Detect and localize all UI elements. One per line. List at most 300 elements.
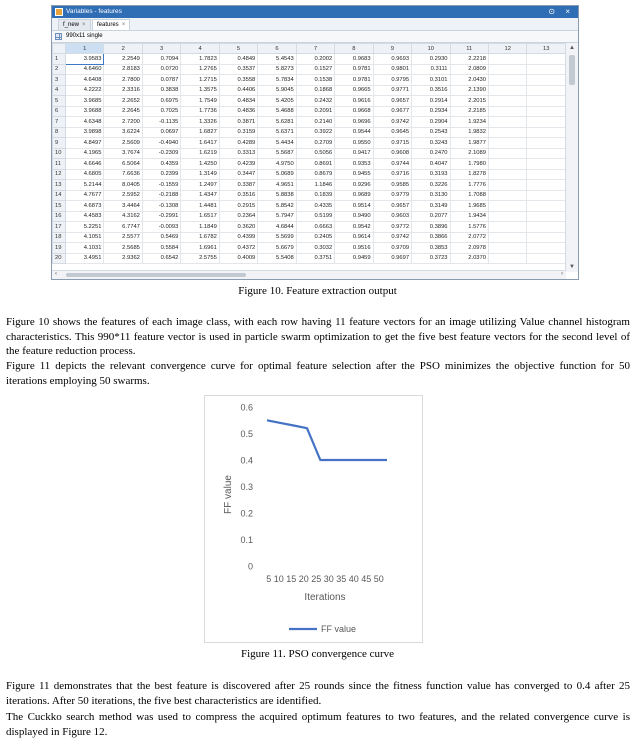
row-header[interactable]: 13 — [53, 180, 66, 191]
table-cell[interactable] — [527, 190, 566, 201]
table-cell[interactable]: 2.0430 — [450, 75, 488, 86]
table-cell[interactable]: 2.8183 — [104, 64, 142, 75]
table-cell[interactable] — [488, 211, 526, 222]
row-header[interactable]: 5 — [53, 96, 66, 107]
table-cell[interactable]: 2.7200 — [104, 117, 142, 128]
table-cell[interactable]: 5.2144 — [66, 180, 104, 191]
table-cell[interactable]: 1.7736 — [181, 106, 219, 117]
table-cell[interactable]: 1.4347 — [181, 190, 219, 201]
table-cell[interactable]: 4.8497 — [66, 138, 104, 149]
table-cell[interactable]: 0.4849 — [219, 54, 257, 65]
table-cell[interactable]: 0.9665 — [335, 85, 373, 96]
table-cell[interactable]: 0.2405 — [296, 232, 334, 243]
table-cell[interactable]: 2.2549 — [104, 54, 142, 65]
table-cell[interactable]: 4.1051 — [66, 232, 104, 243]
table-cell[interactable] — [527, 253, 566, 264]
table-cell[interactable]: 0.4836 — [219, 106, 257, 117]
table-cell[interactable]: 0.9516 — [335, 243, 373, 254]
table-cell[interactable]: 0.3193 — [412, 169, 450, 180]
table-cell[interactable]: 5.7834 — [258, 75, 296, 86]
table-cell[interactable]: 0.9657 — [373, 201, 411, 212]
row-header[interactable]: 16 — [53, 211, 66, 222]
table-cell[interactable]: 4.3162 — [104, 211, 142, 222]
table-cell[interactable]: 0.4406 — [219, 85, 257, 96]
table-cell[interactable]: 0.9795 — [373, 75, 411, 86]
table-cell[interactable]: 1.4481 — [181, 201, 219, 212]
table-row[interactable] — [53, 64, 566, 75]
table-cell[interactable]: 0.6542 — [142, 253, 180, 264]
table-cell[interactable]: 4.6844 — [258, 222, 296, 233]
table-cell[interactable]: 0.3130 — [412, 190, 450, 201]
table-cell[interactable]: 2.1390 — [450, 85, 488, 96]
table-cell[interactable]: 0.9742 — [373, 232, 411, 243]
table-cell[interactable]: 5.5699 — [258, 232, 296, 243]
table-cell[interactable] — [488, 253, 526, 264]
table-cell[interactable]: 0.9697 — [373, 253, 411, 264]
row-header[interactable]: 20 — [53, 253, 66, 264]
table-cell[interactable]: 0.2914 — [412, 96, 450, 107]
column-header[interactable]: 7 — [296, 44, 334, 54]
table-cell[interactable]: 0.9693 — [373, 54, 411, 65]
table-cell[interactable]: 2.2645 — [104, 106, 142, 117]
table-cell[interactable]: 5.6281 — [258, 117, 296, 128]
table-cell[interactable]: 0.3101 — [412, 75, 450, 86]
table-cell[interactable]: 4.4583 — [66, 211, 104, 222]
table-cell[interactable]: 1.4250 — [181, 159, 219, 170]
table-cell[interactable]: 5.2251 — [66, 222, 104, 233]
table-cell[interactable]: 5.9045 — [258, 85, 296, 96]
table-cell[interactable]: 0.3111 — [412, 64, 450, 75]
table-cell[interactable]: 5.4434 — [258, 138, 296, 149]
table-cell[interactable]: 1.2715 — [181, 75, 219, 86]
table-cell[interactable]: 0.0787 — [142, 75, 180, 86]
row-header[interactable]: 17 — [53, 222, 66, 233]
table-cell[interactable] — [527, 127, 566, 138]
table-cell[interactable]: 0.9614 — [335, 232, 373, 243]
table-cell[interactable] — [527, 232, 566, 243]
table-cell[interactable]: 0.4359 — [142, 159, 180, 170]
table-cell[interactable] — [527, 243, 566, 254]
table-cell[interactable]: 2.0809 — [450, 64, 488, 75]
table-cell[interactable]: 0.4047 — [412, 159, 450, 170]
table-cell[interactable]: 1.7549 — [181, 96, 219, 107]
column-header[interactable]: 8 — [335, 44, 373, 54]
table-cell[interactable]: 0.2091 — [296, 106, 334, 117]
table-cell[interactable]: 1.2497 — [181, 180, 219, 191]
table-cell[interactable]: 0.9514 — [335, 201, 373, 212]
table-cell[interactable]: 1.9832 — [450, 127, 488, 138]
table-cell[interactable]: 0.3516 — [219, 190, 257, 201]
table-cell[interactable]: 0.9771 — [373, 85, 411, 96]
table-cell[interactable]: 0.3313 — [219, 148, 257, 159]
table-cell[interactable]: -0.1135 — [142, 117, 180, 128]
table-cell[interactable]: 2.5685 — [104, 243, 142, 254]
table-cell[interactable]: 0.9490 — [335, 211, 373, 222]
table-cell[interactable]: 4.7677 — [66, 190, 104, 201]
table-cell[interactable]: 0.5056 — [296, 148, 334, 159]
table-cell[interactable]: 0.8679 — [296, 169, 334, 180]
row-header[interactable]: 6 — [53, 106, 66, 117]
table-row[interactable] — [53, 211, 566, 222]
table-cell[interactable] — [527, 64, 566, 75]
table-cell[interactable]: 2.2185 — [450, 106, 488, 117]
table-cell[interactable]: 0.2364 — [219, 211, 257, 222]
table-cell[interactable] — [488, 54, 526, 65]
table-cell[interactable] — [488, 85, 526, 96]
row-header[interactable]: 14 — [53, 190, 66, 201]
table-cell[interactable]: 3.4464 — [104, 201, 142, 212]
table-cell[interactable]: 0.3922 — [296, 127, 334, 138]
column-header[interactable]: 6 — [258, 44, 296, 54]
table-cell[interactable]: 2.2652 — [104, 96, 142, 107]
table-cell[interactable]: 0.2709 — [296, 138, 334, 149]
row-header[interactable]: 4 — [53, 85, 66, 96]
table-cell[interactable]: 0.2399 — [142, 169, 180, 180]
table-cell[interactable]: 0.4399 — [219, 232, 257, 243]
table-cell[interactable]: 5.6371 — [258, 127, 296, 138]
table-cell[interactable] — [527, 106, 566, 117]
table-row[interactable] — [53, 127, 566, 138]
table-cell[interactable]: 0.3387 — [219, 180, 257, 191]
table-cell[interactable]: -0.2991 — [142, 211, 180, 222]
table-cell[interactable]: 4.1965 — [66, 148, 104, 159]
table-cell[interactable] — [527, 169, 566, 180]
table-cell[interactable]: 0.9715 — [373, 138, 411, 149]
scroll-right-icon[interactable]: › — [561, 271, 563, 277]
table-cell[interactable]: 0.9683 — [335, 54, 373, 65]
tab-features[interactable] — [92, 19, 130, 30]
scroll-thumb[interactable] — [66, 273, 246, 277]
table-cell[interactable]: 0.2002 — [296, 54, 334, 65]
row-header[interactable]: 8 — [53, 127, 66, 138]
table-cell[interactable]: 0.3447 — [219, 169, 257, 180]
row-header[interactable]: 18 — [53, 232, 66, 243]
table-cell[interactable]: 0.2543 — [412, 127, 450, 138]
vertical-scrollbar[interactable] — [565, 43, 578, 272]
table-cell[interactable]: 1.6961 — [181, 243, 219, 254]
scroll-left-icon[interactable]: ‹ — [55, 271, 57, 277]
table-row[interactable] — [53, 75, 566, 86]
table-cell[interactable] — [488, 75, 526, 86]
table-cell[interactable] — [488, 117, 526, 128]
table-cell[interactable]: 0.1527 — [296, 64, 334, 75]
table-cell[interactable]: 0.9772 — [373, 222, 411, 233]
table-cell[interactable]: -0.1559 — [142, 180, 180, 191]
table-row[interactable] — [53, 117, 566, 128]
table-cell[interactable]: 4.6873 — [66, 201, 104, 212]
table-row[interactable] — [53, 96, 566, 107]
table-cell[interactable]: 0.9696 — [335, 117, 373, 128]
table-cell[interactable]: 5.5408 — [258, 253, 296, 264]
row-header[interactable]: 12 — [53, 169, 66, 180]
table-cell[interactable]: 0.1868 — [296, 85, 334, 96]
table-cell[interactable]: 0.3853 — [412, 243, 450, 254]
table-cell[interactable]: 0.2930 — [412, 54, 450, 65]
horizontal-scrollbar[interactable] — [52, 270, 566, 279]
table-cell[interactable] — [527, 222, 566, 233]
table-cell[interactable] — [488, 127, 526, 138]
table-cell[interactable]: 0.2470 — [412, 148, 450, 159]
table-cell[interactable] — [488, 148, 526, 159]
table-cell[interactable]: 0.4289 — [219, 138, 257, 149]
table-cell[interactable]: -0.1308 — [142, 201, 180, 212]
table-cell[interactable]: 0.4009 — [219, 253, 257, 264]
table-cell[interactable]: 5.4205 — [258, 96, 296, 107]
table-cell[interactable]: 5.7947 — [258, 211, 296, 222]
row-header[interactable]: 10 — [53, 148, 66, 159]
table-row[interactable] — [53, 159, 566, 170]
table-cell[interactable]: 0.9781 — [335, 75, 373, 86]
row-header[interactable]: 11 — [53, 159, 66, 170]
window-controls[interactable]: ⊙ × — [548, 7, 574, 16]
close-icon[interactable]: × — [121, 22, 126, 28]
table-row[interactable] — [53, 190, 566, 201]
table-cell[interactable]: -0.0093 — [142, 222, 180, 233]
table-cell[interactable]: 1.9434 — [450, 211, 488, 222]
table-cell[interactable]: 5.6679 — [258, 243, 296, 254]
table-cell[interactable] — [527, 75, 566, 86]
table-cell[interactable]: -0.2188 — [142, 190, 180, 201]
table-cell[interactable] — [488, 232, 526, 243]
table-cell[interactable] — [488, 169, 526, 180]
column-header[interactable]: 10 — [412, 44, 450, 54]
table-cell[interactable]: 5.8542 — [258, 201, 296, 212]
close-icon[interactable]: × — [82, 22, 86, 28]
table-cell[interactable]: -0.4940 — [142, 138, 180, 149]
table-cell[interactable]: 4.6646 — [66, 159, 104, 170]
table-cell[interactable]: 2.5755 — [181, 253, 219, 264]
table-cell[interactable] — [527, 138, 566, 149]
table-cell[interactable]: 1.6417 — [181, 138, 219, 149]
table-cell[interactable]: 0.9455 — [335, 169, 373, 180]
table-cell[interactable]: 0.9542 — [335, 222, 373, 233]
table-cell[interactable]: 4.9651 — [258, 180, 296, 191]
column-header[interactable]: 1 — [66, 44, 104, 54]
column-header[interactable]: 3 — [142, 44, 180, 54]
table-cell[interactable]: 4.6460 — [66, 64, 104, 75]
table-cell[interactable]: 0.9459 — [335, 253, 373, 264]
table-cell[interactable]: 0.1538 — [296, 75, 334, 86]
table-cell[interactable] — [488, 180, 526, 191]
table-cell[interactable]: 8.0405 — [104, 180, 142, 191]
table-cell[interactable]: 0.2432 — [296, 96, 334, 107]
table-cell[interactable]: 0.3896 — [412, 222, 450, 233]
table-cell[interactable]: 0.9353 — [335, 159, 373, 170]
row-header[interactable]: 3 — [53, 75, 66, 86]
column-header[interactable]: 2 — [104, 44, 142, 54]
table-cell[interactable]: 5.4543 — [258, 54, 296, 65]
table-cell[interactable]: 0.3838 — [142, 85, 180, 96]
table-cell[interactable]: 6.7747 — [104, 222, 142, 233]
table-cell[interactable]: 1.7776 — [450, 180, 488, 191]
table-cell[interactable]: 2.3316 — [104, 85, 142, 96]
table-cell[interactable]: 3.7674 — [104, 148, 142, 159]
table-cell[interactable]: 1.3326 — [181, 117, 219, 128]
table-cell[interactable]: 0.6663 — [296, 222, 334, 233]
table-row[interactable] — [53, 232, 566, 243]
table-cell[interactable]: 0.3226 — [412, 180, 450, 191]
table-cell[interactable]: 2.0978 — [450, 243, 488, 254]
column-header[interactable]: 11 — [450, 44, 488, 54]
table-row[interactable] — [53, 148, 566, 159]
table-cell[interactable]: 1.6827 — [181, 127, 219, 138]
table-cell[interactable]: 1.7088 — [450, 190, 488, 201]
table-cell[interactable]: 0.3558 — [219, 75, 257, 86]
table-cell[interactable]: 0.3537 — [219, 64, 257, 75]
scroll-down-icon[interactable]: ▼ — [569, 264, 575, 270]
table-cell[interactable] — [488, 222, 526, 233]
table-cell[interactable]: 0.5199 — [296, 211, 334, 222]
table-cell[interactable]: 5.4688 — [258, 106, 296, 117]
table-cell[interactable]: 2.5952 — [104, 190, 142, 201]
table-cell[interactable]: 0.2077 — [412, 211, 450, 222]
table-cell[interactable] — [488, 138, 526, 149]
table-cell[interactable]: 7.6636 — [104, 169, 142, 180]
table-cell[interactable]: 0.9296 — [335, 180, 373, 191]
table-cell[interactable]: 0.9544 — [335, 127, 373, 138]
column-header[interactable]: 9 — [373, 44, 411, 54]
table-cell[interactable]: 3.9688 — [66, 106, 104, 117]
table-row[interactable] — [53, 222, 566, 233]
table-cell[interactable]: 0.9550 — [335, 138, 373, 149]
row-header[interactable]: 19 — [53, 243, 66, 254]
table-cell[interactable]: 0.3149 — [412, 201, 450, 212]
table-cell[interactable]: 0.9801 — [373, 64, 411, 75]
table-cell[interactable] — [527, 96, 566, 107]
table-cell[interactable]: 0.4335 — [296, 201, 334, 212]
table-row[interactable] — [53, 180, 566, 191]
table-cell[interactable]: -0.2309 — [142, 148, 180, 159]
table-cell[interactable]: 0.9608 — [373, 148, 411, 159]
table-cell[interactable]: 0.5469 — [142, 232, 180, 243]
table-cell[interactable]: 1.9234 — [450, 117, 488, 128]
table-cell[interactable]: 0.3243 — [412, 138, 450, 149]
table-cell[interactable]: 0.3871 — [219, 117, 257, 128]
table-cell[interactable] — [488, 190, 526, 201]
row-header[interactable]: 9 — [53, 138, 66, 149]
table-cell[interactable]: 0.9585 — [373, 180, 411, 191]
data-grid[interactable] — [52, 43, 566, 272]
table-cell[interactable]: 4.6348 — [66, 117, 104, 128]
table-cell[interactable]: 0.2140 — [296, 117, 334, 128]
table-cell[interactable] — [527, 180, 566, 191]
table-cell[interactable]: 5.8273 — [258, 64, 296, 75]
table-cell[interactable]: 0.7094 — [142, 54, 180, 65]
table-cell[interactable] — [527, 201, 566, 212]
table-cell[interactable] — [527, 211, 566, 222]
scroll-thumb[interactable] — [569, 55, 575, 85]
table-cell[interactable]: 0.3032 — [296, 243, 334, 254]
table-cell[interactable] — [488, 106, 526, 117]
table-cell[interactable]: 3.4951 — [66, 253, 104, 264]
table-row[interactable] — [53, 243, 566, 254]
table-cell[interactable]: 0.1839 — [296, 190, 334, 201]
table-cell[interactable]: 0.9616 — [335, 96, 373, 107]
row-header[interactable]: 7 — [53, 117, 66, 128]
table-cell[interactable]: 0.2915 — [219, 201, 257, 212]
table-cell[interactable]: 0.3723 — [412, 253, 450, 264]
table-cell[interactable] — [527, 117, 566, 128]
table-cell[interactable] — [488, 96, 526, 107]
table-cell[interactable]: 0.3620 — [219, 222, 257, 233]
table-cell[interactable]: 0.2934 — [412, 106, 450, 117]
table-cell[interactable] — [488, 159, 526, 170]
table-cell[interactable] — [488, 243, 526, 254]
table-row[interactable] — [53, 201, 566, 212]
table-cell[interactable]: 0.3866 — [412, 232, 450, 243]
table-cell[interactable]: 0.4372 — [219, 243, 257, 254]
table-cell[interactable]: 2.5609 — [104, 138, 142, 149]
table-cell[interactable]: 1.7980 — [450, 159, 488, 170]
table-cell[interactable] — [488, 64, 526, 75]
table-cell[interactable]: 0.4834 — [219, 96, 257, 107]
table-cell[interactable]: 2.2015 — [450, 96, 488, 107]
table-cell[interactable]: 3.9685 — [66, 96, 104, 107]
table-cell[interactable]: 0.7025 — [142, 106, 180, 117]
table-cell[interactable]: 1.2765 — [181, 64, 219, 75]
table-cell[interactable]: 2.5577 — [104, 232, 142, 243]
table-cell[interactable]: 2.9362 — [104, 253, 142, 264]
table-cell[interactable]: 2.2218 — [450, 54, 488, 65]
table-cell[interactable]: 0.9657 — [373, 96, 411, 107]
table-row[interactable] — [53, 85, 566, 96]
row-header[interactable]: 2 — [53, 64, 66, 75]
table-cell[interactable]: 0.9709 — [373, 243, 411, 254]
table-cell[interactable]: 2.1089 — [450, 148, 488, 159]
table-cell[interactable]: 0.2904 — [412, 117, 450, 128]
table-cell[interactable]: 0.8691 — [296, 159, 334, 170]
table-cell[interactable]: 0.9742 — [373, 117, 411, 128]
table-cell[interactable]: 1.9685 — [450, 201, 488, 212]
column-header[interactable]: 4 — [181, 44, 219, 54]
table-cell[interactable]: 2.0772 — [450, 232, 488, 243]
table-cell[interactable]: 3.6224 — [104, 127, 142, 138]
table-cell[interactable]: 1.1849 — [181, 222, 219, 233]
table-cell[interactable]: 1.9877 — [450, 138, 488, 149]
table-cell[interactable]: 1.1846 — [296, 180, 334, 191]
table-cell[interactable] — [527, 54, 566, 65]
table-cell[interactable]: 0.9645 — [373, 127, 411, 138]
table-cell[interactable]: 0.9603 — [373, 211, 411, 222]
table-cell[interactable]: 0.3159 — [219, 127, 257, 138]
table-cell[interactable]: 0.3516 — [412, 85, 450, 96]
table-cell[interactable] — [527, 85, 566, 96]
table-cell[interactable]: 3.9583 — [66, 54, 104, 65]
table-cell[interactable]: 5.8838 — [258, 190, 296, 201]
tab-f-new[interactable] — [58, 19, 91, 30]
table-cell[interactable]: 0.0720 — [142, 64, 180, 75]
table-row[interactable] — [53, 54, 566, 65]
table-cell[interactable]: 3.9898 — [66, 127, 104, 138]
table-row[interactable] — [53, 253, 566, 264]
table-row[interactable] — [53, 138, 566, 149]
table-row[interactable] — [53, 106, 566, 117]
column-header[interactable]: 13 — [527, 44, 566, 54]
table-cell[interactable]: 0.9668 — [335, 106, 373, 117]
table-cell[interactable]: 5.5687 — [258, 148, 296, 159]
table-cell[interactable]: 0.9779 — [373, 190, 411, 201]
table-cell[interactable]: 4.1031 — [66, 243, 104, 254]
table-cell[interactable]: 1.6219 — [181, 148, 219, 159]
scroll-up-icon[interactable]: ▲ — [569, 45, 575, 51]
table-cell[interactable]: 0.4239 — [219, 159, 257, 170]
row-header[interactable]: 15 — [53, 201, 66, 212]
table-cell[interactable]: 4.6805 — [66, 169, 104, 180]
table-cell[interactable]: 0.5584 — [142, 243, 180, 254]
table-cell[interactable]: 0.6975 — [142, 96, 180, 107]
table-cell[interactable]: 4.6408 — [66, 75, 104, 86]
table-cell[interactable]: 1.8278 — [450, 169, 488, 180]
